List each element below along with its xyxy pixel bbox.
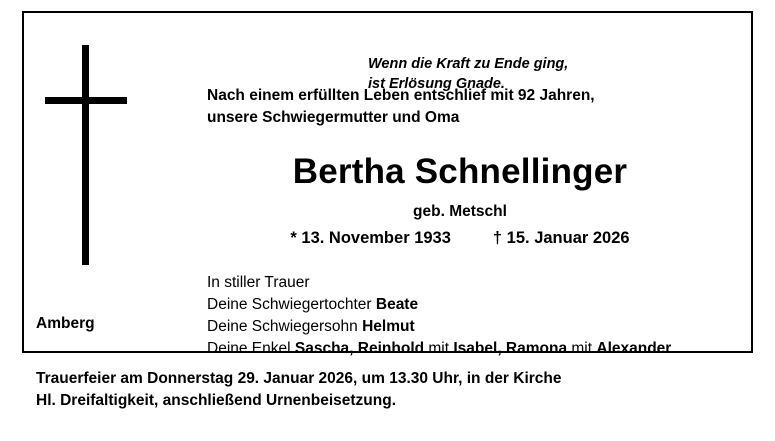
mourners-heading: In stiller Trauer xyxy=(207,274,310,291)
cross-horizontal-bar xyxy=(45,97,127,104)
funeral-details-line-2: Hl. Dreifaltigkeit, anschließend Urnenbeisetzung. xyxy=(36,392,397,409)
motto-line-1: Wenn die Kraft zu Ende ging, xyxy=(368,56,569,72)
grandchildren-connector-2: mit xyxy=(567,340,597,357)
life-dates xyxy=(180,229,740,248)
cross-vertical-bar xyxy=(82,45,89,265)
mourner-grandchildren-label: Deine Enkel xyxy=(207,340,295,357)
intro-line-2: unsere Schwiegermutter und Oma xyxy=(207,109,460,126)
deceased-name: Bertha Schnellinger xyxy=(292,152,628,191)
death-date: † 15. Januar 2026 xyxy=(492,229,630,247)
funeral-details xyxy=(36,368,562,412)
motto-line-2: ist Erlösung Gnade. xyxy=(368,75,505,92)
mourner-son-in-law xyxy=(207,316,671,338)
grandchildren-names-1: Sascha, Reinhold xyxy=(294,340,425,357)
grandchildren-names-2: Isabel, Ramona xyxy=(453,340,568,357)
birth-date: * 13. November 1933 xyxy=(290,229,451,247)
cross-icon xyxy=(40,45,140,275)
mourner-grandchildren xyxy=(207,338,671,360)
mourners-block xyxy=(207,272,671,360)
mourner-son-in-law-label: Deine Schwiegersohn xyxy=(207,318,363,335)
intro-text xyxy=(207,85,595,129)
grandchildren-names-3: Alexander xyxy=(596,340,672,357)
intro-line-1: Nach einem erfüllten Leben entschlief mit 92 Jahren, xyxy=(207,87,595,104)
mourner-daughter-in-law-label: Deine Schwiegertochter xyxy=(207,296,376,313)
mourner-daughter-in-law-name: Beate xyxy=(375,296,419,313)
mourner-daughter-in-law xyxy=(207,294,671,316)
place-name: Amberg xyxy=(36,315,95,332)
maiden-name: geb. Metschl xyxy=(413,203,507,220)
grandchildren-connector-1: mit xyxy=(424,340,454,357)
funeral-details-line-1: Trauerfeier am Donnerstag 29. Januar 2026, um 13.30 Uhr, in der Kirche xyxy=(36,370,562,387)
mourner-son-in-law-name: Helmut xyxy=(362,318,415,335)
